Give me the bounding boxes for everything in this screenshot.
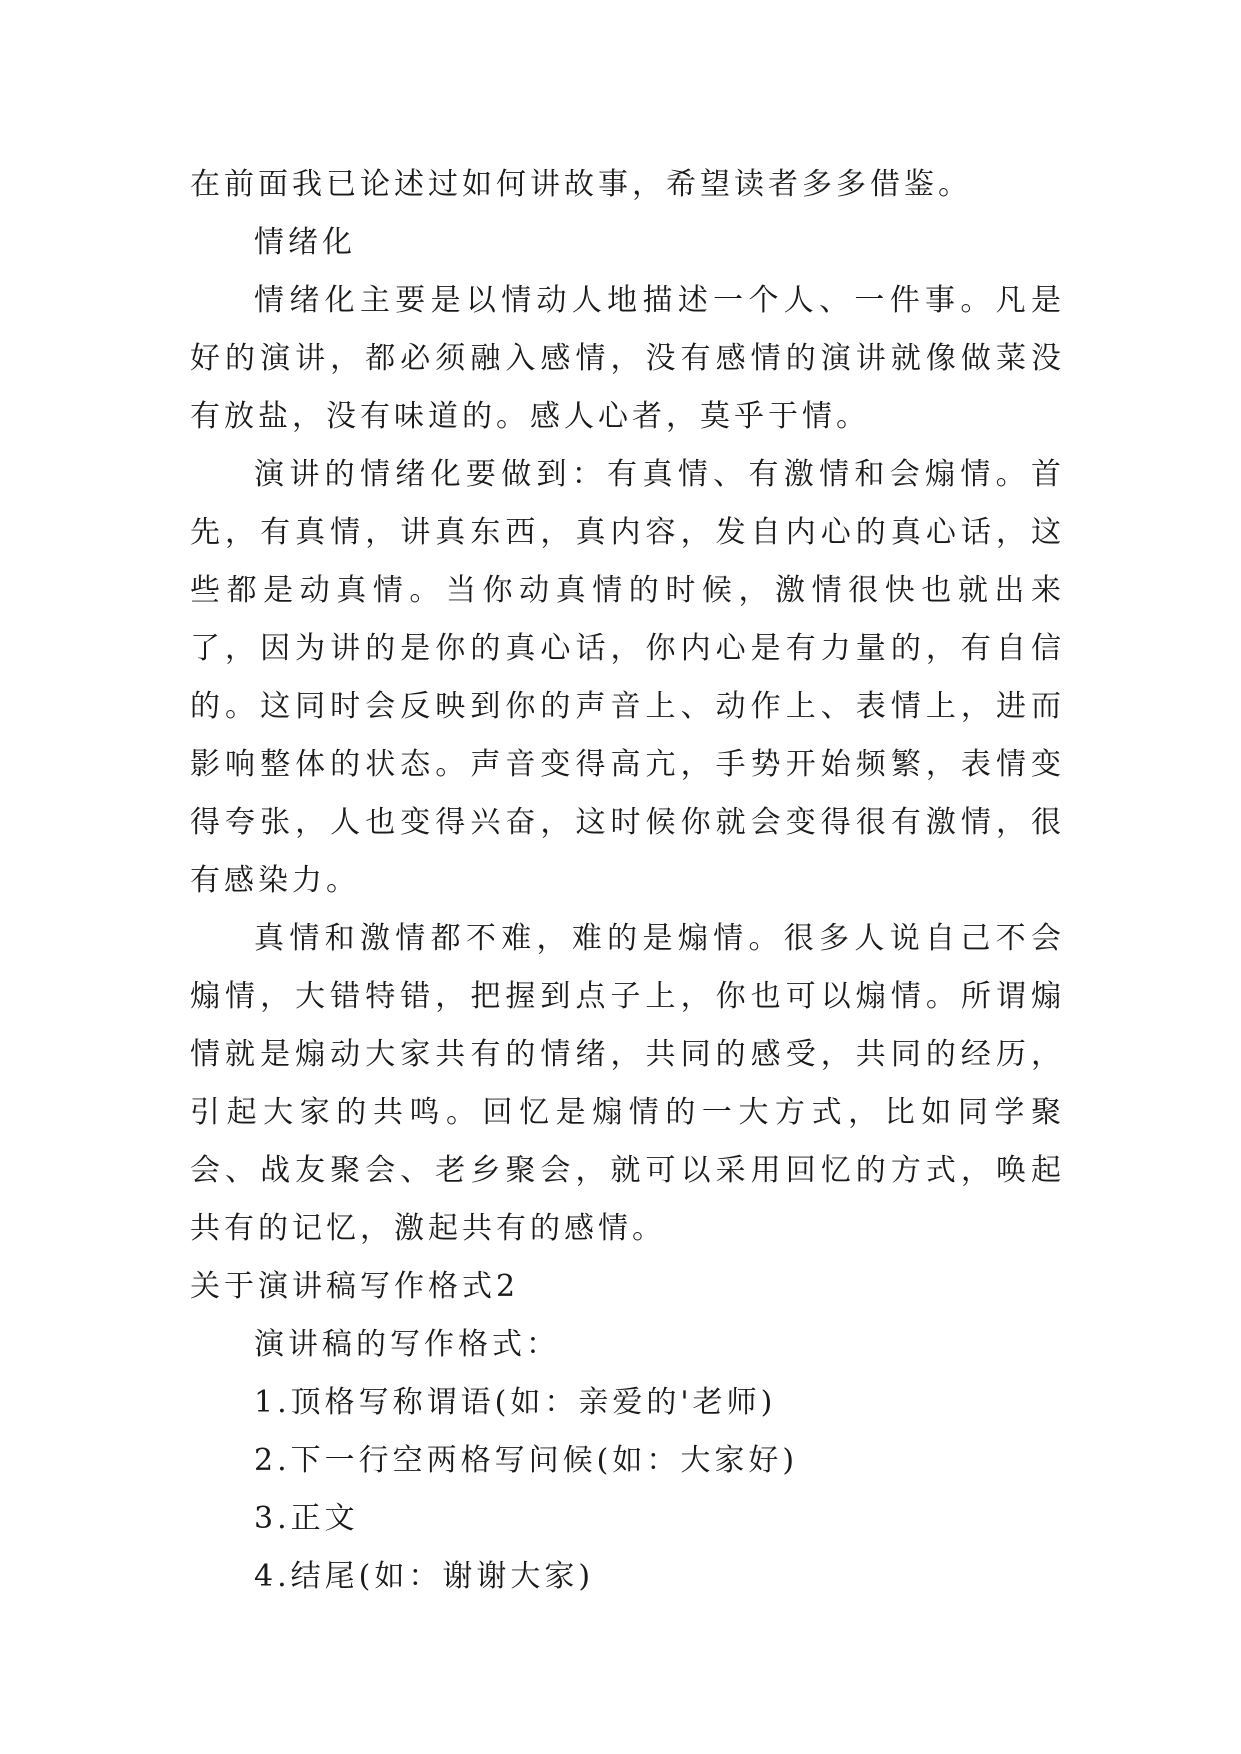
paragraph-emotion-intro: 情绪化主要是以情动人地描述一个人、一件事。凡是好的演讲，都必须融入感情，没有感情的演讲就像做菜没有放盐，没有味道的。感人心者，莫乎于情。	[190, 283, 1065, 434]
list-item-2: 2.下一行空两格写问候(如：大家好)	[254, 1443, 799, 1478]
list-item-3: 3.正文	[254, 1501, 359, 1536]
paragraph-continuation: 在前面我已论述过如何讲故事，希望读者多多借鉴。	[190, 167, 972, 202]
section-title-format-2: 关于演讲稿写作格式2	[190, 1269, 520, 1304]
paragraph-emotion-incite: 真情和激情都不难，难的是煽情。很多人说自己不会煽情，大错特错，把握到点子上，你也可以煽情。所谓煽情就是煽动大家共有的情绪，共同的感受，共同的经历，引起大家的共鸣。回忆是煽情的一大方式，比如同学聚会、战友聚会、老乡聚会，就可以采用回忆的方式，唤起共有的记忆，激起共有的感情。	[190, 921, 1065, 1246]
list-item-4: 4.结尾(如：谢谢大家)	[254, 1559, 595, 1594]
paragraph-format-intro: 演讲稿的写作格式：	[254, 1327, 560, 1362]
list-item-1: 1.顶格写称谓语(如：亲爱的'老师)	[254, 1385, 777, 1420]
paragraph-emotion-requirements: 演讲的情绪化要做到：有真情、有激情和会煽情。首先，有真情，讲真东西，真内容，发自内心的真心话，这些都是动真情。当你动真情的时候，激情很快也就出来了，因为讲的是你的真心话，你内心是有力量的，有自信的。这同时会反映到你的声音上、动作上、表情上，进而影响整体的状态。声音变得高亢，手势开始频繁，表情变得夸张，人也变得兴奋，这时候你就会变得很有激情，很有感染力。	[190, 457, 1065, 898]
document-body	[190, 156, 1065, 1606]
section-heading-emotion: 情绪化	[254, 225, 356, 260]
